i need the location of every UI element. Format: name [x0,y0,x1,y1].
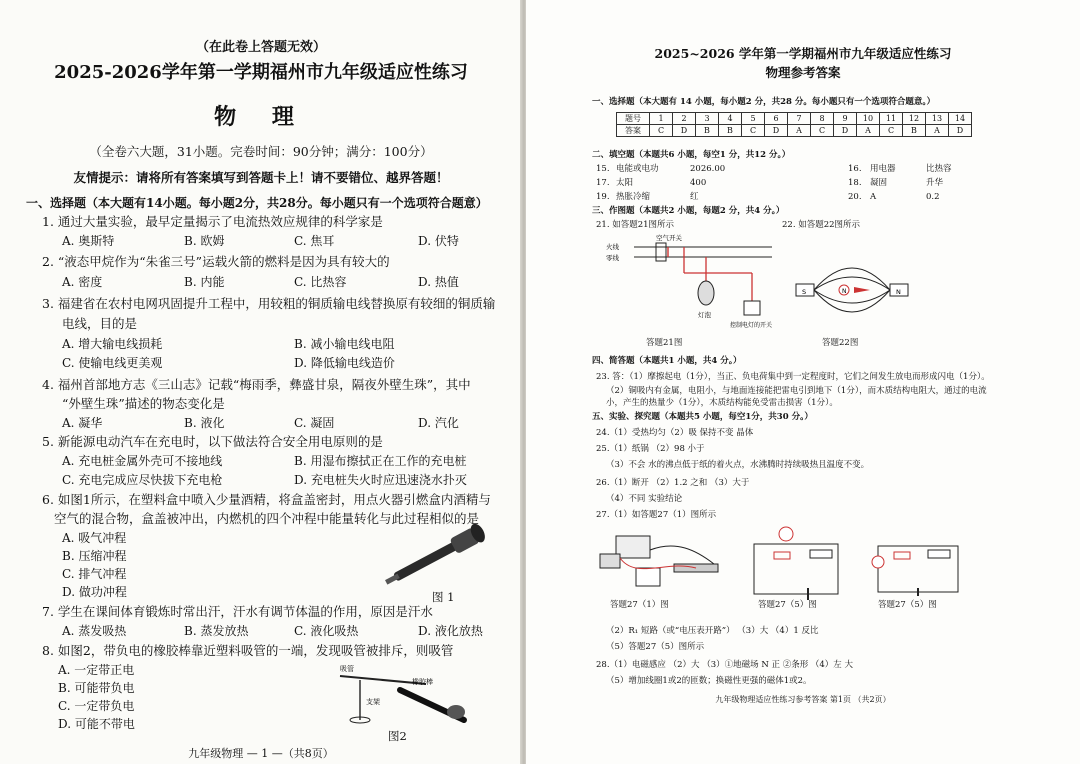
table-cell: 13 [926,113,949,125]
option: A. 凝华 [62,416,103,430]
live-wire-label: 火线 [606,243,619,251]
table-row [617,125,972,137]
exam-info: （全卷六大题，31小题。完卷时间：90分钟；满分：100分） [89,144,433,159]
fill-answer: 0.2 [926,192,940,202]
option: B. 用湿布擦拭正在工作的充电桩 [294,454,467,468]
figure-2-straw [330,662,480,728]
fill-answer: 2026.00 [690,164,726,174]
option: C. 焦耳 [294,234,335,248]
option: C. 使输电线更美观 [62,356,163,370]
drawing-22-text: 22. 如答题22图所示 [782,220,861,230]
answer-line: 24.（1）受热均匀（2）吸 保持不变 晶体 [596,428,754,438]
exam-page [0,0,522,764]
option: B. 内能 [184,275,225,289]
answer-27-1-caption: 答题27（1）图 [610,600,669,610]
section-heading: 四、简答题（本题共1 小题，共4 分。） [592,356,742,366]
table-cell: 11 [880,113,903,125]
option: D. 热值 [418,275,459,289]
option: B. 欧姆 [184,234,225,248]
question-stem-cont: “外壁生珠”描述的物态变化是 [62,396,225,411]
fill-answer: 升华 [926,178,944,188]
table-cell: B [903,125,926,137]
fill-answer: 400 [690,178,707,188]
answer-line: （5）答题27（5）图所示 [606,642,705,652]
question-stem: 8. 如图2，带负电的橡胶棒靠近塑料吸管的一端，发现吸管被排斥，则吸管 [42,643,454,658]
table-cell: 1 [650,113,673,125]
table-cell: B [696,125,719,137]
answer-line: （2）铜吸内有金属，电阻小，与地面连接能把雷电引到地下（1分），而木质结构电阻大，通过的电流 [606,386,987,396]
switch-label: 控制电灯的开关 [730,322,773,329]
fill-number: 17. [596,178,610,188]
option: A. 充电桩金属外壳可不接地线 [62,454,223,468]
question-stem: 4. 福州首部地方志《三山志》记载“梅雨季，彝盛甘泉，隔夜外壁生珠”，其中 [42,377,471,392]
answer-22-caption: 答题22图 [822,338,859,348]
table-cell: D [765,125,788,137]
fill-answer: 电能或电功 [616,164,659,174]
fill-answer: 热胀冷缩 [616,192,651,202]
option: A. 蒸发吸热 [62,624,127,638]
exam-title: 2025-2026学年第一学期福州市九年级适应性练习 [54,62,468,83]
option: C. 液化吸热 [294,624,359,638]
pole-label: N [896,288,901,296]
pole-label: N [842,288,847,295]
option: A. 增大输电线损耗 [62,337,163,351]
table-cell: 5 [742,113,765,125]
friendly-tip: 友情提示：请将所有答案填写到答题卡上！请不要错位、越界答题！ [73,170,449,185]
fill-answer: 红 [690,192,699,202]
bulb-label: 灯泡 [698,311,711,319]
section-heading: 三、作图题（本题共2 小题，每题2 分，共4 分。） [592,206,785,216]
question-stem-cont: 空气的混合物，盒盖被冲出，内燃机的四个冲程中能量转化与此过程相似的是 [54,511,480,526]
fill-number: 15. [596,164,610,174]
subject-title: 物 理 [214,104,308,130]
answer-21-circuit [606,233,776,343]
table-cell: 12 [903,113,926,125]
option: C. 充电完成应尽快拔下充电枪 [62,473,223,487]
table-cell: C [880,125,903,137]
answer-27-5-caption: 答题27（5）图 [758,600,817,610]
option: D. 汽化 [418,416,459,430]
answer-22-magnet [792,254,912,328]
section-heading: 一、选择题（本大题有 14 小题，每小题2 分，共28 分。每小题只有一个选项符合题意。） [592,97,936,107]
option: C. 凝固 [294,416,335,430]
option: C. 比热容 [294,275,347,289]
answer-line: （2）R₁ 短路（或“电压表开路”） （3）大 （4）1 反比 [606,626,819,636]
table-cell: 6 [765,113,788,125]
option: A. 奥斯特 [62,234,115,248]
pole-label: S [802,288,807,296]
answer-title: 2025~2026 学年第一学期福州市九年级适应性练习 [654,46,952,61]
option: B. 可能带负电 [58,681,135,695]
option: D. 可能不带电 [58,717,135,731]
question-stem: 1. 通过大量实验，最早定量揭示了电流热效应规律的科学家是 [42,214,383,229]
figure-1-caption: 图 1 [432,590,455,604]
table-cell: 10 [857,113,880,125]
answer-line: 27.（1）如答题27（1）图所示 [596,510,717,520]
table-cell: 4 [719,113,742,125]
table-cell: 题号 [617,113,650,125]
answer-line: （4）不同 实验结论 [606,494,683,504]
table-cell: A [857,125,880,137]
page-footer: 九年级物理 — 1 —（共8页） [188,747,334,760]
fill-number: 18. [848,178,862,188]
straw-label: 吸管 [340,665,354,673]
figure-2-caption: 图2 [388,729,407,743]
option: A. 吸气冲程 [62,531,127,545]
stand-label: 支架 [366,698,380,706]
fill-number: 16. [848,164,862,174]
answer-27-5-caption: 答题27（5）图 [878,600,937,610]
question-stem: 6. 如图1所示，在塑料盒中喷入少量酒精，将盒盖密封，用点火器引燃盒内酒精与 [42,492,491,507]
table-cell: 8 [811,113,834,125]
option: D. 液化放热 [418,624,483,638]
table-cell: C [742,125,765,137]
question-stem: 2. “液态甲烷作为“朱雀三号”运载火箭的燃料是因为具有较大的 [42,254,390,269]
fill-number: 20. [848,192,862,202]
fill-answer: 比热容 [926,164,952,174]
answer-line: （3）不会 水的沸点低于纸的着火点，水沸腾时持续吸热且温度不变。 [606,460,870,470]
table-cell: 9 [834,113,857,125]
answer-line: 23. 答：（1）摩擦起电（1分），当正、负电荷集中到一定程度时，它们之间发生放电而形成闪电（1分）。 [596,372,990,382]
option: D. 充电桩失火时应迅速浇水扑灭 [294,473,467,487]
table-cell: D [834,125,857,137]
answer-27-5-circuit-voltmeter [748,524,844,600]
answer-subtitle: 物理参考答案 [765,65,841,80]
table-cell: 3 [696,113,719,125]
option: D. 降低输电线造价 [294,356,395,370]
table-cell: C [650,125,673,137]
answer-27-1-apparatus [596,530,726,600]
fill-number: 19. [596,192,610,202]
option: D. 伏特 [418,234,459,248]
question-stem: 7. 学生在课间体育锻炼时常出汗，汗水有调节体温的作用，原因是汗水 [42,604,433,619]
table-cell: A [788,125,811,137]
table-cell: A [926,125,949,137]
question-stem: 5. 新能源电动汽车在充电时，以下做法符合安全用电原则的是 [42,434,383,449]
drawing-21-text: 21. 如答题21图所示 [596,220,675,230]
fill-answer: 太阳 [616,178,634,188]
answer-line: 小，产生的热量少（1分），木质结构能免受雷击损害（1分）。 [606,398,838,408]
section-heading: 二、填空题（本题共6 小题，每空1 分，共12 分。） [592,150,791,160]
option: B. 压缩冲程 [62,549,127,563]
table-cell: 2 [673,113,696,125]
option: B. 蒸发放热 [184,624,249,638]
table-cell: D [949,125,972,137]
section-heading: 一、选择题（本大题有14小题。每小题2分，共28分。每小题只有一个选项符合题意） [26,196,488,210]
section-heading: 五、实验、探究题（本题共5 小题，每空1分，共30 分。） [592,412,813,422]
answer-21-caption: 答题21图 [646,338,683,348]
answer-line: 25.（1）纸锅 （2）98 小于 [596,444,705,454]
option: D. 做功冲程 [62,585,127,599]
option: C. 排气冲程 [62,567,127,581]
option: B. 减小输电线电阻 [294,337,395,351]
mc-answer-table [616,112,972,137]
table-cell: B [719,125,742,137]
answer-line: 26.（1）断开 （2）1.2 之和 （3）大于 [596,478,750,488]
page-footer: 九年级物理适应性练习参考答案 第1页 （共2页） [715,695,891,704]
table-cell: 答案 [617,125,650,137]
table-cell: C [811,125,834,137]
table-cell: 7 [788,113,811,125]
fill-answer: 用电器 [870,164,896,174]
invalid-notice: （在此卷上答题无效） [195,40,326,55]
fill-answer: 凝固 [870,178,888,188]
table-cell: 14 [949,113,972,125]
figure-1-lighter [370,522,500,592]
answer-key-page [526,0,1080,764]
question-stem: 3. 福建省在农村电网巩固提升工程中，用较粗的铜质输电线替换原有较细的铜质输 [42,296,496,311]
fill-answer: A [870,192,877,202]
option: B. 液化 [184,416,225,430]
air-switch-label: 空气开关 [656,234,682,242]
table-cell: D [673,125,696,137]
option: A. 一定带正电 [58,663,135,677]
answer-line: 28.（1）电磁感应 （2）大 （3）①地磁场 N 正 ②条形 （4）左 大 [596,660,854,670]
option: A. 密度 [62,275,103,289]
rubber-rod-label: 橡胶棒 [412,678,433,686]
question-stem-cont: 电线，目的是 [62,316,138,331]
answer-line: （5）增加线圈1或2的匝数；换磁性更强的磁体1或2。 [606,676,812,686]
table-row [617,113,972,125]
answer-27-5-circuit-ammeter [864,532,964,600]
neutral-wire-label: 零线 [606,254,619,262]
option: C. 一定带负电 [58,699,135,713]
